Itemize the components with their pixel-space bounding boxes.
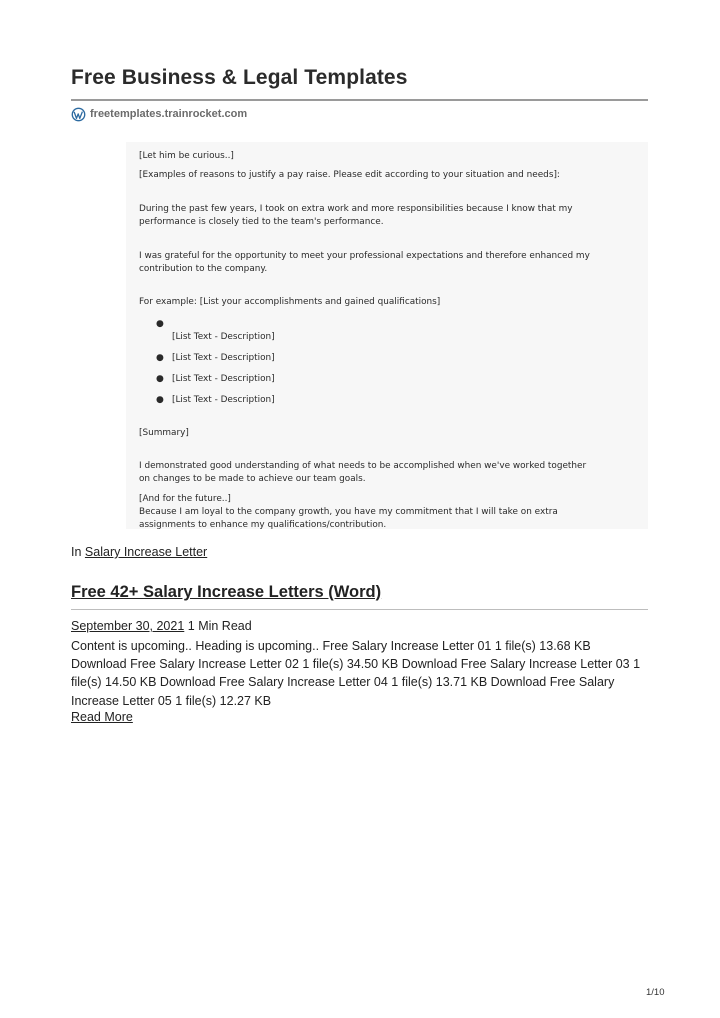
post-date-link[interactable]: September 30, 2021 xyxy=(71,619,185,633)
title-divider xyxy=(71,99,648,101)
source-url[interactable]: freetemplates.trainrocket.com xyxy=(90,108,248,120)
letter-line: Because I am loyal to the company growth, you have my commitment that I will take on extra xyxy=(139,507,558,517)
list-item: [List Text - Description] xyxy=(172,332,275,342)
category-prefix: In xyxy=(71,545,82,559)
letter-line: [Summary] xyxy=(139,428,189,438)
read-time: 1 Min Read xyxy=(187,619,252,633)
letter-line: assignments to enhance my qualifications/contribution. xyxy=(139,520,387,529)
letter-line: on changes to be made to achieve our team goals. xyxy=(139,474,366,484)
letter-line: I was grateful for the opportunity to meet your professional expectations and therefore enhanced my xyxy=(139,251,590,261)
bullet-icon: ● xyxy=(156,353,164,363)
letter-line: [And for the future..] xyxy=(139,494,231,504)
post-divider xyxy=(71,609,648,610)
list-item: [List Text - Description] xyxy=(172,353,275,363)
list-item: [List Text - Description] xyxy=(172,374,275,384)
read-more-link[interactable]: Read More xyxy=(71,710,133,724)
post-title-link[interactable]: Free 42+ Salary Increase Letters (Word) xyxy=(71,583,382,601)
bullet-icon: ● xyxy=(156,395,164,405)
post-excerpt: Content is upcoming.. Heading is upcoming.. Free Salary Increase Letter 01 1 file(s) 13.68 KB Download Free Salary Increase Letter 02 1 file(s) 34.50 KB Download Free Salary Increase Letter 03 1 file(s) 14.50 KB Download Free Salary Increase Letter 04 1 file(s) 13.71 KB Download Free Salary Increase Letter 05 1 file(s) 12.27 KB xyxy=(71,639,641,708)
page-number: 1/10 xyxy=(646,987,665,998)
letter-line: [Let him be curious..] xyxy=(139,151,234,161)
letter-line: [Examples of reasons to justify a pay raise. Please edit according to your situation and needs]: xyxy=(139,170,560,180)
letter-preview-image xyxy=(126,142,648,529)
wordpress-icon xyxy=(71,107,86,122)
letter-line: performance is closely tied to the team's performance. xyxy=(139,217,384,227)
bullet-icon: ● xyxy=(156,319,164,329)
bullet-icon: ● xyxy=(156,374,164,384)
letter-line: I demonstrated good understanding of what needs to be accomplished when we've worked together xyxy=(139,461,587,471)
post-meta xyxy=(71,619,252,633)
letter-line: For example: [List your accomplishments and gained qualifications] xyxy=(139,297,441,307)
site-title: Free Business & Legal Templates xyxy=(71,66,408,89)
category-link[interactable]: Salary Increase Letter xyxy=(84,545,208,559)
list-item: [List Text - Description] xyxy=(172,395,275,405)
category-line xyxy=(71,545,207,559)
post-title xyxy=(71,583,381,602)
source-row xyxy=(71,106,247,122)
letter-line: During the past few years, I took on extra work and more responsibilities because I know that my xyxy=(139,204,573,214)
letter-line: contribution to the company. xyxy=(139,264,268,274)
